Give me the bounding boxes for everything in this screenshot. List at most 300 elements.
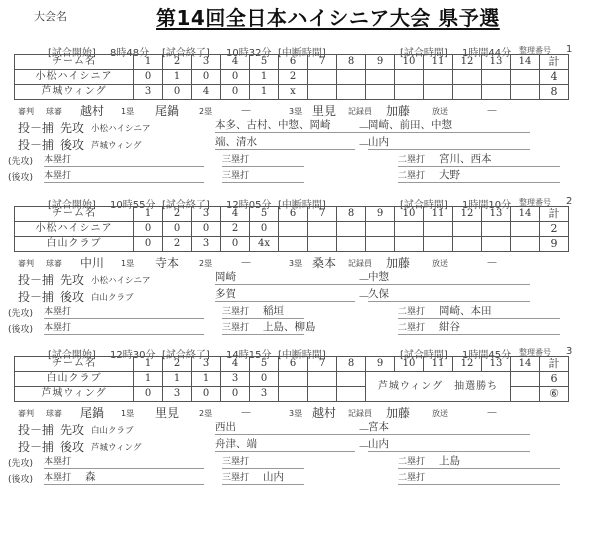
home-run-field <box>44 454 204 469</box>
team-name: 芦城ウィング <box>15 85 134 100</box>
inning-header-4: 4 <box>221 207 250 222</box>
total-column-header: 計 <box>540 55 569 70</box>
side-label: (先攻) <box>8 459 34 469</box>
second-umpire: － <box>240 256 253 270</box>
inning-header-8: 8 <box>337 207 366 222</box>
end-time: 14時15分 <box>226 350 272 361</box>
inning-header-7: 7 <box>308 55 337 70</box>
home-run-label: 本塁打 <box>44 155 72 165</box>
page-title: 第14回全日本ハイシニア大会 県予選 <box>156 6 500 30</box>
first-label: 1塁 <box>121 409 135 418</box>
battery-label: 投－捕 <box>18 440 55 454</box>
triple-field <box>222 152 304 167</box>
third-umpire: 里見 <box>312 104 337 118</box>
inning-header-5: 5 <box>250 55 279 70</box>
inning-header-9: 9 <box>366 207 395 222</box>
game-block-1 <box>0 44 600 194</box>
battery-label: 投－捕 <box>18 290 55 304</box>
end-time: 10時32分 <box>226 48 272 59</box>
end-label: [試合終了] <box>162 200 210 211</box>
triple-field <box>222 454 304 469</box>
number-label: 整理番号 <box>519 46 551 55</box>
game-number: 2 <box>566 196 573 207</box>
home-run-field <box>44 304 204 319</box>
double-field <box>398 304 560 319</box>
total-column-header: 計 <box>540 357 569 372</box>
triple-field <box>222 470 304 485</box>
inning-score-12 <box>453 237 482 252</box>
double-players: 宮川、西本 <box>439 153 492 165</box>
battery-dash: － <box>358 440 371 454</box>
home-run-label: 本塁打 <box>44 307 72 317</box>
triple-field <box>222 168 304 183</box>
inning-score-2: 0 <box>163 222 192 237</box>
double-players: 大野 <box>439 169 461 181</box>
inning-score-1: 0 <box>134 237 163 252</box>
team-score-row <box>15 237 569 252</box>
team-total: ⑥ <box>540 387 569 402</box>
battery-label: 投－捕 <box>18 121 55 135</box>
battery-side: 先攻 <box>60 273 85 287</box>
home-run-label: 本塁打 <box>44 323 72 333</box>
inning-header-12: 12 <box>453 357 482 372</box>
inning-score-4: 0 <box>221 85 250 100</box>
battery-team: 芦城ウィング <box>91 443 142 453</box>
inning-header-2: 2 <box>163 207 192 222</box>
inning-score-2: 2 <box>163 237 192 252</box>
inning-score-3: 3 <box>192 237 221 252</box>
inning-header-8: 8 <box>337 55 366 70</box>
inning-header-6: 6 <box>279 55 308 70</box>
catchers-field: 中惣 <box>368 270 530 285</box>
inning-score-4: 2 <box>221 222 250 237</box>
broadcast-label: 放送 <box>432 259 448 268</box>
side-label: (先攻) <box>8 157 34 167</box>
inning-header-14: 14 <box>511 357 540 372</box>
home-run-field <box>44 152 204 167</box>
team-total: 6 <box>540 372 569 387</box>
inning-score-10 <box>395 222 424 237</box>
battery-dash: － <box>358 121 371 135</box>
catchers-field: 久保 <box>368 287 530 302</box>
start-time: 10時55分 <box>110 200 156 211</box>
inning-header-13: 13 <box>482 357 511 372</box>
plate-label: 球審 <box>46 409 62 418</box>
inning-score-9 <box>366 85 395 100</box>
first-umpire: 寺本 <box>155 256 180 270</box>
battery-team: 白山クラブ <box>91 293 134 303</box>
double-label: 二塁打 <box>398 323 426 333</box>
inning-score-14 <box>511 70 540 85</box>
catchers-field: 宮本 <box>368 420 530 435</box>
inning-score-7 <box>308 237 337 252</box>
inning-header-12: 12 <box>453 55 482 70</box>
inning-score-6 <box>279 372 308 387</box>
third-umpire: 桑本 <box>312 256 337 270</box>
inning-score-1: 0 <box>134 222 163 237</box>
battery-label: 投－捕 <box>18 273 55 287</box>
team-total: 2 <box>540 222 569 237</box>
inning-header-14: 14 <box>511 207 540 222</box>
inning-header-10: 10 <box>395 357 424 372</box>
inning-header-11: 11 <box>424 55 453 70</box>
team-score-row <box>15 222 569 237</box>
inning-header-5: 5 <box>250 357 279 372</box>
triple-label: 三塁打 <box>222 155 250 165</box>
inning-header-3: 3 <box>192 357 221 372</box>
inning-header-3: 3 <box>192 207 221 222</box>
second-umpire: － <box>240 104 253 118</box>
end-label: [試合終了] <box>162 48 210 59</box>
game-number: 1 <box>566 44 573 55</box>
umpire-label: 審判 <box>18 107 34 116</box>
umpire-label: 審判 <box>18 259 34 268</box>
inning-score-1: 0 <box>134 387 163 402</box>
pitchers-field: 西出 <box>215 420 375 435</box>
inning-score-9 <box>366 222 395 237</box>
inning-score-12 <box>453 222 482 237</box>
pitchers-field: 多賀 <box>215 287 355 302</box>
duration-label: [試合時間] <box>400 48 448 59</box>
start-label: [試合開始] <box>48 200 96 211</box>
battery-dash: － <box>358 273 371 287</box>
recorder-name: 加藤 <box>386 406 411 420</box>
inning-header-9: 9 <box>366 55 395 70</box>
pitchers-field: 舟津、端 <box>215 437 355 452</box>
team-total: 9 <box>540 237 569 252</box>
triple-players: 山内 <box>263 471 285 483</box>
inning-score-11 <box>424 237 453 252</box>
start-time: 8時48分 <box>110 48 150 59</box>
first-label: 1塁 <box>121 259 135 268</box>
plate-label: 球審 <box>46 259 62 268</box>
triple-label: 三塁打 <box>222 171 250 181</box>
team-column-header: チーム名 <box>15 357 134 372</box>
double-field <box>398 152 560 167</box>
duration-value: 1時間44分 <box>462 48 512 59</box>
team-total: 4 <box>540 70 569 85</box>
third-label: 3塁 <box>289 409 303 418</box>
home-run-field <box>44 320 204 335</box>
home-run-players: 森 <box>85 471 96 483</box>
inning-score-10 <box>395 70 424 85</box>
team-score-row <box>15 70 569 85</box>
first-umpire: 里見 <box>155 406 180 420</box>
battery-side: 先攻 <box>60 423 85 437</box>
end-time: 12時05分 <box>226 200 272 211</box>
inning-header-10: 10 <box>395 207 424 222</box>
inning-score-3: 0 <box>192 387 221 402</box>
broadcast-name: － <box>486 256 499 270</box>
inning-score-8 <box>337 70 366 85</box>
home-run-label: 本塁打 <box>44 171 72 181</box>
inning-score-11 <box>424 222 453 237</box>
inning-score-11 <box>424 70 453 85</box>
inning-score-5: 3 <box>250 387 279 402</box>
pitchers-field: 端、清水 <box>215 135 355 150</box>
inning-score-3: 0 <box>192 70 221 85</box>
team-column-header: チーム名 <box>15 207 134 222</box>
team-score-row <box>15 372 569 387</box>
inning-score-7 <box>308 372 337 387</box>
inning-header-11: 11 <box>424 357 453 372</box>
inning-score-6 <box>279 237 308 252</box>
inning-score-9 <box>366 237 395 252</box>
inning-score-4: 3 <box>221 372 250 387</box>
side-label: (後攻) <box>8 173 34 183</box>
triple-label: 三塁打 <box>222 307 250 317</box>
inning-header-5: 5 <box>250 207 279 222</box>
home-run-label: 本塁打 <box>44 457 72 467</box>
duration-value: 1時間45分 <box>462 350 512 361</box>
battery-side: 後攻 <box>60 290 85 304</box>
plate-umpire: 尾鍋 <box>80 406 105 420</box>
double-field <box>398 470 560 485</box>
battery-side: 先攻 <box>60 121 85 135</box>
catchers-field: 岡崎、前田、中惣 <box>368 118 530 133</box>
battery-team: 芦城ウィング <box>91 141 142 151</box>
triple-players: 稲垣 <box>263 305 285 317</box>
inning-header-10: 10 <box>395 55 424 70</box>
battery-label: 投－捕 <box>18 423 55 437</box>
recorder-label: 記録員 <box>348 259 372 268</box>
battery-dash: － <box>358 290 371 304</box>
inning-score-8 <box>337 85 366 100</box>
inning-score-14 <box>511 237 540 252</box>
scoreboard <box>14 54 569 100</box>
inning-score-14 <box>511 222 540 237</box>
inning-score-10 <box>395 237 424 252</box>
third-label: 3塁 <box>289 259 303 268</box>
triple-label: 三塁打 <box>222 323 250 333</box>
inning-score-2: 3 <box>163 387 192 402</box>
inning-score-13 <box>482 222 511 237</box>
recorder-name: 加藤 <box>386 104 411 118</box>
broadcast-label: 放送 <box>432 409 448 418</box>
inning-score-1: 1 <box>134 372 163 387</box>
first-label: 1塁 <box>121 107 135 116</box>
inning-score-13 <box>482 237 511 252</box>
inning-header-12: 12 <box>453 207 482 222</box>
inning-score-14 <box>511 387 540 402</box>
inning-header-3: 3 <box>192 55 221 70</box>
inning-header-9: 9 <box>366 357 395 372</box>
inning-score-12 <box>453 70 482 85</box>
inning-score-6 <box>279 387 308 402</box>
inning-header-7: 7 <box>308 357 337 372</box>
game-block-3 <box>0 346 600 496</box>
inning-header-4: 4 <box>221 55 250 70</box>
scoreboard-header-row <box>15 357 569 372</box>
home-run-field <box>44 168 204 183</box>
inning-score-8 <box>337 387 366 402</box>
inning-score-7 <box>308 70 337 85</box>
second-label: 2塁 <box>199 259 213 268</box>
home-run-label: 本塁打 <box>44 473 72 483</box>
inning-header-6: 6 <box>279 357 308 372</box>
scoreboard-header-row <box>15 55 569 70</box>
second-label: 2塁 <box>199 107 213 116</box>
plate-label: 球審 <box>46 107 62 116</box>
triple-field <box>222 320 316 335</box>
recorder-label: 記録員 <box>348 107 372 116</box>
interruption-label: [中断時間] <box>278 350 326 361</box>
side-label: (先攻) <box>8 309 34 319</box>
double-label: 二塁打 <box>398 457 426 467</box>
inning-score-7 <box>308 85 337 100</box>
third-label: 3塁 <box>289 107 303 116</box>
umpire-label: 審判 <box>18 409 34 418</box>
team-name: 白山クラブ <box>15 372 134 387</box>
interruption-label: [中断時間] <box>278 200 326 211</box>
team-score-row <box>15 85 569 100</box>
game-block-2 <box>0 196 600 346</box>
broadcast-label: 放送 <box>432 107 448 116</box>
inning-score-9 <box>366 70 395 85</box>
inning-score-8 <box>337 237 366 252</box>
number-label: 整理番号 <box>519 198 551 207</box>
inning-header-4: 4 <box>221 357 250 372</box>
team-name: 小松ハイシニア <box>15 222 134 237</box>
inning-score-5: 0 <box>250 222 279 237</box>
recorder-label: 記録員 <box>348 409 372 418</box>
inning-score-3: 0 <box>192 222 221 237</box>
side-label: (後攻) <box>8 325 34 335</box>
second-label: 2塁 <box>199 409 213 418</box>
scoreboard <box>14 206 569 252</box>
inning-score-14 <box>511 372 540 387</box>
inning-score-5: 4x <box>250 237 279 252</box>
inning-score-7 <box>308 387 337 402</box>
total-column-header: 計 <box>540 207 569 222</box>
home-run-field <box>44 470 204 485</box>
inning-score-5: 1 <box>250 85 279 100</box>
game-number: 3 <box>566 346 573 357</box>
result-note: 芦城ウィング 抽選勝ち <box>366 372 511 402</box>
double-field <box>398 320 560 335</box>
catchers-field: 山内 <box>368 437 530 452</box>
double-players: 岡崎、本田 <box>439 305 492 317</box>
double-players: 上島 <box>439 455 461 467</box>
double-label: 二塁打 <box>398 155 426 165</box>
catchers-field: 山内 <box>368 135 530 150</box>
end-label: [試合終了] <box>162 350 210 361</box>
double-field <box>398 454 560 469</box>
inning-score-4: 0 <box>221 387 250 402</box>
inning-score-2: 1 <box>163 70 192 85</box>
double-label: 二塁打 <box>398 307 426 317</box>
pitchers-field: 本多、古村、中惣、岡崎 <box>215 118 375 133</box>
broadcast-name: － <box>486 104 499 118</box>
inning-score-6 <box>279 222 308 237</box>
inning-score-6: 2 <box>279 70 308 85</box>
triple-players: 上島、柳島 <box>263 321 316 333</box>
triple-label: 三塁打 <box>222 473 250 483</box>
second-umpire: － <box>240 406 253 420</box>
side-label: (後攻) <box>8 475 34 485</box>
battery-dash: － <box>358 423 371 437</box>
inning-score-13 <box>482 85 511 100</box>
double-players: 紺谷 <box>439 321 461 333</box>
tournament-label: 大会名 <box>34 10 67 23</box>
inning-header-2: 2 <box>163 357 192 372</box>
inning-header-14: 14 <box>511 55 540 70</box>
battery-team: 小松ハイシニア <box>91 124 151 134</box>
double-field <box>398 168 560 183</box>
inning-score-2: 1 <box>163 372 192 387</box>
duration-label: [試合時間] <box>400 350 448 361</box>
inning-score-1: 3 <box>134 85 163 100</box>
inning-score-7 <box>308 222 337 237</box>
number-label: 整理番号 <box>519 348 551 357</box>
scoreboard <box>14 356 569 402</box>
pitchers-field: 岡崎 <box>215 270 375 285</box>
inning-header-1: 1 <box>134 207 163 222</box>
inning-score-5: 1 <box>250 70 279 85</box>
plate-umpire: 越村 <box>80 104 105 118</box>
inning-score-3: 4 <box>192 85 221 100</box>
inning-header-13: 13 <box>482 55 511 70</box>
inning-score-8 <box>337 222 366 237</box>
start-label: [試合開始] <box>48 48 96 59</box>
recorder-name: 加藤 <box>386 256 411 270</box>
inning-score-4: 0 <box>221 237 250 252</box>
interruption-label: [中断時間] <box>278 48 326 59</box>
inning-score-3: 1 <box>192 372 221 387</box>
inning-score-2: 0 <box>163 85 192 100</box>
inning-score-13 <box>482 70 511 85</box>
team-name: 小松ハイシニア <box>15 70 134 85</box>
inning-score-11 <box>424 85 453 100</box>
inning-header-11: 11 <box>424 207 453 222</box>
inning-score-5: 0 <box>250 372 279 387</box>
inning-score-8 <box>337 372 366 387</box>
team-name: 白山クラブ <box>15 237 134 252</box>
double-label: 二塁打 <box>398 171 426 181</box>
battery-label: 投－捕 <box>18 138 55 152</box>
battery-side: 後攻 <box>60 138 85 152</box>
inning-score-4: 0 <box>221 70 250 85</box>
inning-header-1: 1 <box>134 357 163 372</box>
third-umpire: 越村 <box>312 406 337 420</box>
inning-header-2: 2 <box>163 55 192 70</box>
inning-score-10 <box>395 85 424 100</box>
duration-label: [試合時間] <box>400 200 448 211</box>
plate-umpire: 中川 <box>80 256 105 270</box>
double-label: 二塁打 <box>398 473 426 483</box>
first-umpire: 尾鍋 <box>155 104 180 118</box>
inning-score-12 <box>453 85 482 100</box>
duration-value: 1時間10分 <box>462 200 512 211</box>
inning-header-6: 6 <box>279 207 308 222</box>
inning-header-8: 8 <box>337 357 366 372</box>
broadcast-name: － <box>486 406 499 420</box>
team-column-header: チーム名 <box>15 55 134 70</box>
inning-header-13: 13 <box>482 207 511 222</box>
inning-score-6: x <box>279 85 308 100</box>
start-label: [試合開始] <box>48 350 96 361</box>
inning-header-7: 7 <box>308 207 337 222</box>
scoreboard-header-row <box>15 207 569 222</box>
inning-score-1: 0 <box>134 70 163 85</box>
team-name: 芦城ウィング <box>15 387 134 402</box>
battery-team: 白山クラブ <box>91 426 134 436</box>
start-time: 12時30分 <box>110 350 156 361</box>
triple-label: 三塁打 <box>222 457 250 467</box>
battery-side: 後攻 <box>60 440 85 454</box>
team-total: 8 <box>540 85 569 100</box>
inning-score-14 <box>511 85 540 100</box>
